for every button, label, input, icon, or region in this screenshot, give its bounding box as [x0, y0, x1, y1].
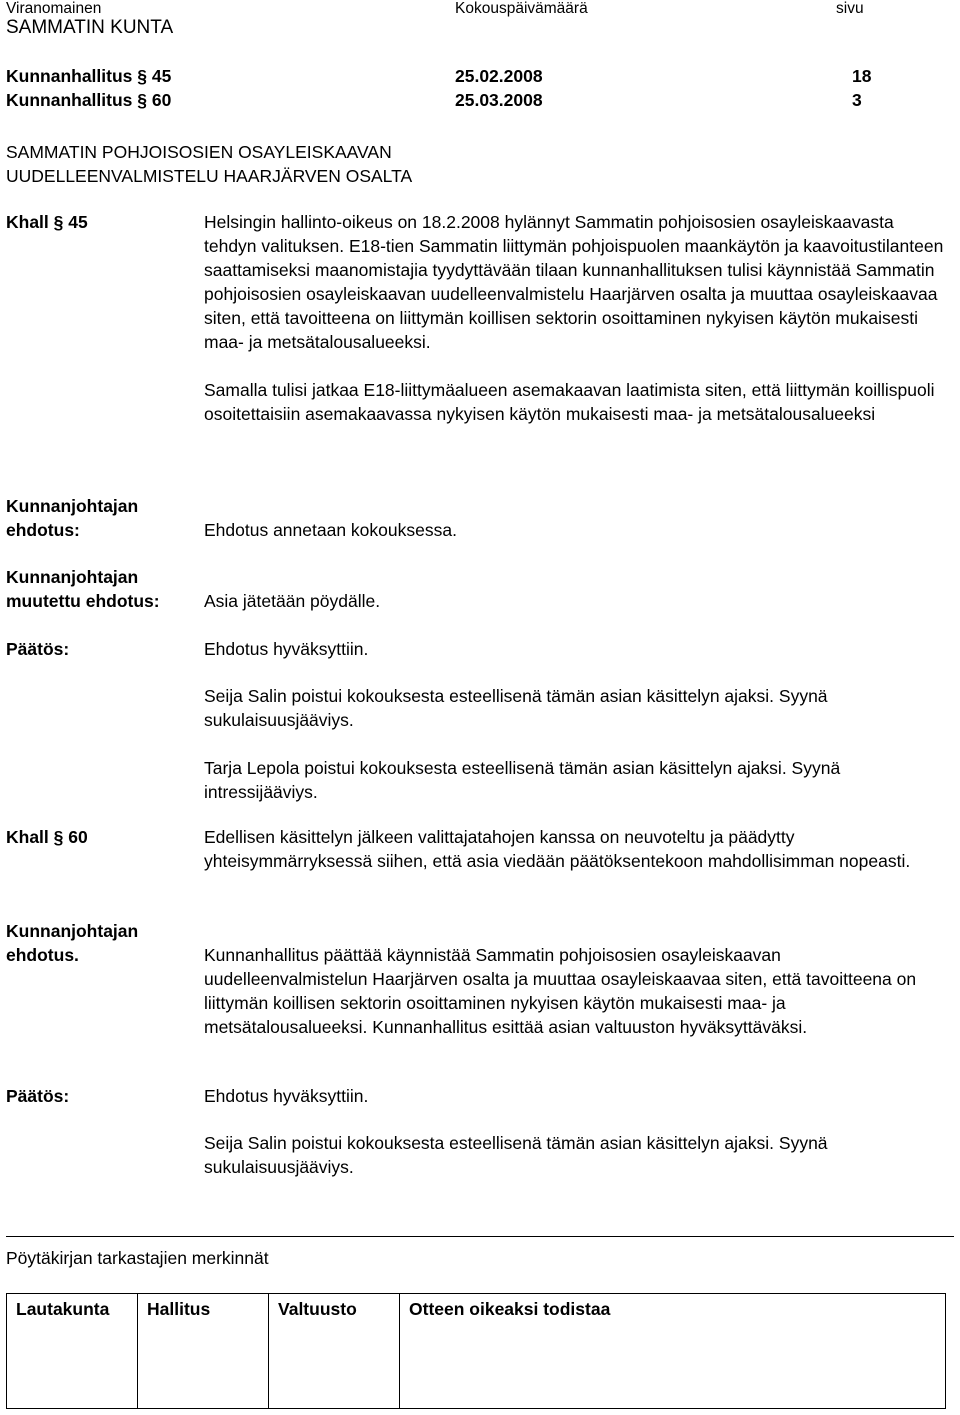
proposal-text: Ehdotus annetaan kokouksessa.	[204, 520, 457, 540]
modified-proposal-text: Asia jätetään pöydälle.	[204, 591, 381, 611]
meeting-page: 3	[852, 90, 862, 110]
modified-proposal-label: Kunnanjohtajan	[6, 567, 139, 587]
meeting-body: Kunnanhallitus	[6, 66, 133, 86]
disqualification-note: Tarja Lepola poistui kokouksesta esteellisenä tämän asian käsittelyn ajaksi. Syynä intressijääviys.	[204, 758, 841, 802]
meeting-page: 18	[852, 66, 872, 86]
decision-text: Ehdotus hyväksyttiin.	[204, 639, 369, 659]
footer-divider	[6, 1236, 954, 1237]
meeting-date: 25.02.2008	[455, 66, 543, 86]
decision-text: Ehdotus hyväksyttiin.	[204, 1086, 369, 1106]
document-title-line2: UUDELLEENVALMISTELU HAARJÄRVEN OSALTA	[6, 166, 413, 186]
decision-label: Päätös:	[6, 639, 70, 659]
khall45-notes	[204, 684, 949, 804]
proposal-label: ehdotus.	[6, 945, 79, 965]
khall45-paragraph-2: Samalla tulisi jatkaa E18-liittymäalueen asemakaavan laatimista siten, että liittymän koillispuoli osoitettaisiin asemakaavassa nykyisen käytön mukaisesti maa- ja metsätalousalueeksi	[204, 380, 935, 424]
khall45-paragraph-1: Helsingin hallinto-oikeus on 18.2.2008 hylännyt Sammatin pohjoisosien osayleiskaavasta tehdyn valituksen. E18-tien Sammatin liittymän pohjoispuolen maankäytön ja kaavoitustilanteen saattamiseksi maanomistajia tyydyttävään tilaan kunnanhallituksen tulisi käynnistää Sammatin pohjoisosien osayleiskaavan uudelleenvalmistelu Haarjärven osalta ja muuttaa osayleiskaavaa siten, että tavoitteena on liittymän koillisen sektorin osoittaminen nykyisen käytön mukaisesti maa- ja metsätalousalueeksi.	[204, 212, 944, 352]
signature-cell-lautakunta: Lautakunta	[7, 1294, 138, 1409]
disqualification-note: Seija Salin poistui kokouksesta esteellisenä tämän asian käsittelyn ajaksi. Syynä sukulaisuusjääviys.	[204, 1133, 828, 1177]
header-date-label: Kokouspäivämäärä	[455, 0, 588, 17]
section-symbol: §	[137, 66, 147, 86]
khall45-body	[204, 210, 949, 426]
meeting-number: 60	[151, 90, 172, 110]
meeting-body: Kunnanhallitus	[6, 90, 133, 110]
decision-label: Päätös:	[6, 1086, 70, 1106]
proposal-label: Kunnanjohtajan	[6, 921, 139, 941]
proposal-label: Kunnanjohtajan	[6, 496, 139, 516]
header-page-label: sivu	[836, 0, 864, 17]
signature-table	[6, 1293, 946, 1409]
document-title-line1: SAMMATIN POHJOISOSIEN OSAYLEISKAAVAN	[6, 142, 392, 162]
proposal-label: ehdotus:	[6, 520, 80, 540]
khall60-paragraph-1: Edellisen käsittelyn jälkeen valittajatahojen kanssa on neuvoteltu ja päädytty yhteisymmärryksessä siihen, että asia viedään päätöksentekoon mahdollisimman nopeasti.	[204, 827, 911, 871]
khall60-proposal-text: Kunnanhallitus päättää käynnistää Sammatin pohjoisosien osayleiskaavan uudelleenvalmistelun Haarjärven osalta ja muuttaa osayleiskaavaa siten, että tavoitteena on liittymän koillisen sektorin osoittaminen nykyisen käytön mukaisesti maa- ja metsätalousalueeksi. Kunnanhallitus esittää asian valtuuston hyväksyttäväksi.	[204, 945, 917, 1037]
footer-label: Pöytäkirjan tarkastajien merkinnät	[6, 1248, 269, 1268]
signature-cell-hallitus: Hallitus	[138, 1294, 269, 1409]
organization-name: SAMMATIN KUNTA	[6, 17, 174, 38]
signature-cell-valtuusto: Valtuusto	[269, 1294, 400, 1409]
meeting-number: 45	[151, 66, 172, 86]
modified-proposal-label: muutettu ehdotus:	[6, 591, 160, 611]
section-symbol: §	[53, 827, 64, 847]
section-symbol: §	[53, 212, 64, 232]
signature-cell-certification: Otteen oikeaksi todistaa	[400, 1294, 946, 1409]
section-label-khall-45: Khall § 45	[6, 212, 88, 232]
header-authority-label: Viranomainen	[6, 0, 102, 17]
disqualification-note: Seija Salin poistui kokouksesta esteellisenä tämän asian käsittelyn ajaksi. Syynä sukulaisuusjääviys.	[204, 686, 828, 730]
section-label-khall-60: Khall § 60	[6, 827, 88, 847]
meeting-date: 25.03.2008	[455, 90, 543, 110]
section-symbol: §	[137, 90, 147, 110]
